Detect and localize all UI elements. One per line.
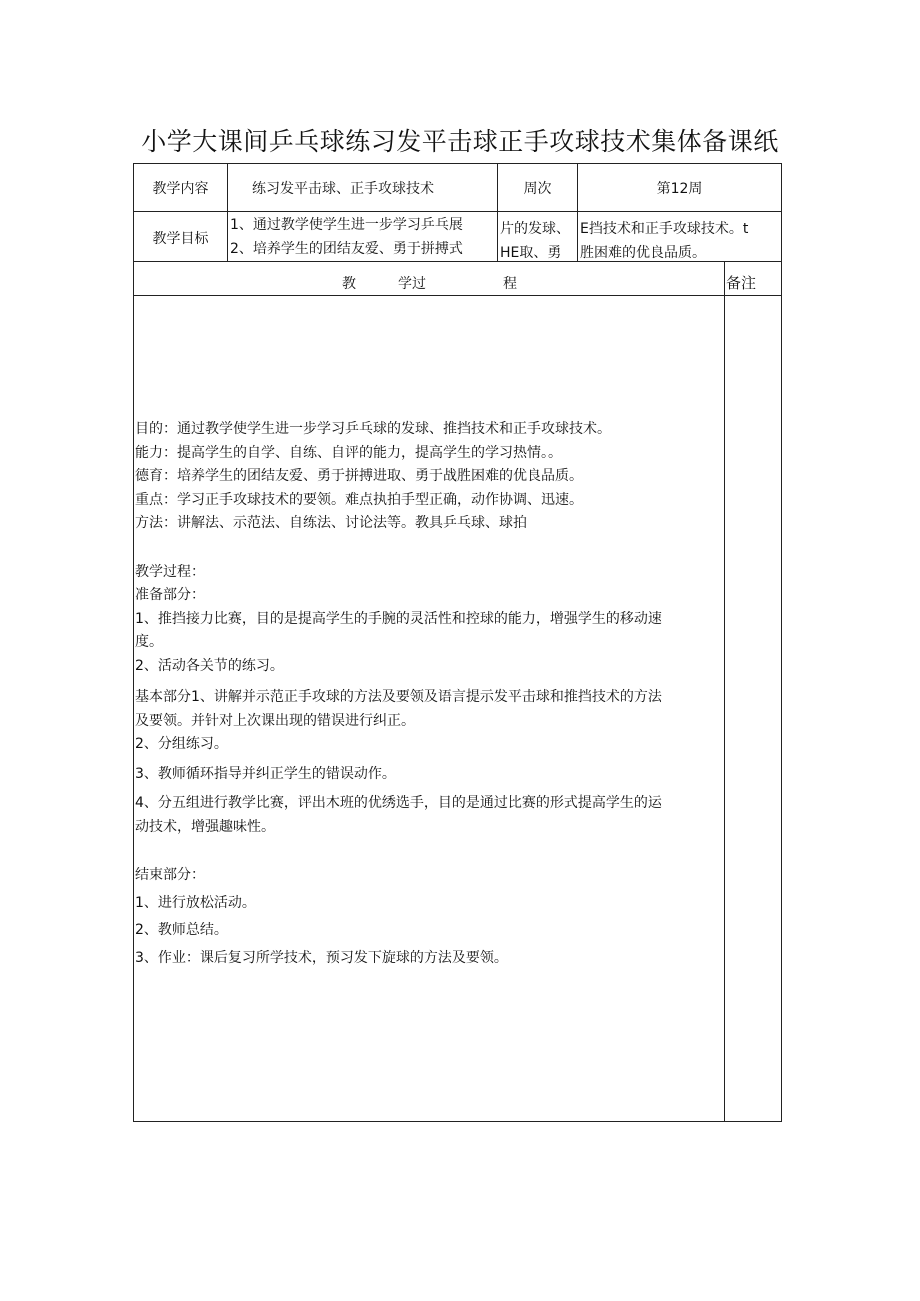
body-line: 教学过程： <box>135 563 205 580</box>
content-label: 教学内容 <box>152 181 209 197</box>
body-line: 德育：培养学生的团结友爱、勇于拼搏进取、勇于战胜困难的优良品质。 <box>135 468 583 484</box>
goals-line: 2、培养学生的团结友爱、勇于拼搏式 <box>230 241 463 257</box>
week-label: 周次 <box>523 181 552 197</box>
goals-line: 1、通过教学使学生进一步学习乒乓展 <box>230 217 463 233</box>
goals-line: E挡技术和正手攻球技术。t <box>580 221 749 237</box>
process-header-char: 教 <box>342 276 356 292</box>
body-line: 准备部分： <box>135 587 205 603</box>
body-line: 结束部分： <box>135 867 205 883</box>
body-line: 基本部分1、讲解并示范正手攻球的方法及要领及语言提示发平击球和推挡技术的方法 <box>135 689 662 705</box>
body-line: 能力：提高学生的自学、自练、自评的能力，提高学生的学习热情。。 <box>135 444 562 461</box>
process-header-char: 程 <box>503 276 517 292</box>
body-line: 目的：通过教学使学生进一步学习乒乓球的发球、推挡技术和正手攻球技术。 <box>135 421 611 437</box>
col-divider <box>724 261 725 1122</box>
body-line: 3、教师循环指导并纠正学生的错误动作。 <box>135 765 396 782</box>
table-border <box>133 163 134 1122</box>
body-line: 4、分五组进行教学比赛，评出木班的优绣选手，目的是通过比赛的形式提高学生的运 <box>135 795 662 811</box>
table-border <box>133 163 782 164</box>
body-line: 2、活动各关节的练习。 <box>135 657 284 674</box>
body-line: 2、教师总结。 <box>135 922 228 938</box>
body-line: 方法：讲解法、示范法、自练法、讨论法等。教具乒乓球、球拍 <box>135 515 527 531</box>
body-line: 1、进行放松活动。 <box>135 894 256 911</box>
table-border <box>133 1121 782 1122</box>
process-header-char: 学过 <box>398 276 426 292</box>
body-line: 1、推挡接力比赛，目的是提高学生的手腕的灵活性和控球的能力，增强学生的移动速 <box>135 610 662 627</box>
goals-line: 胜困难的优良品质。 <box>580 245 706 261</box>
body-line: 重点：学习正手攻球技术的要领。难点执拍手型正确，动作协调、迅速。 <box>135 491 583 508</box>
row-divider <box>133 211 782 212</box>
table-border <box>781 163 782 1122</box>
row-divider <box>133 295 782 296</box>
week-value: 第12周 <box>656 181 703 197</box>
goals-line: 片的发球、 <box>500 221 570 237</box>
body-line: 度。 <box>135 634 163 650</box>
col-divider <box>227 163 228 261</box>
page-title: 小学大课间乒乓球练习发平击球正手攻球技术集体备课纸 <box>141 127 779 156</box>
body-line: 动技术，增强趣味性。 <box>135 818 275 835</box>
goals-label: 教学目标 <box>152 231 209 247</box>
body-line: 2、分组练习。 <box>135 736 228 752</box>
body-line: 3、作业：课后复习所学技术，预习发下旋球的方法及要领。 <box>135 949 508 966</box>
lesson-body <box>135 418 720 970</box>
body-line: 及要领。并针对上次课出现的错误进行纠正。 <box>135 712 415 729</box>
content-value: 练习发平击球、正手攻球技术 <box>252 181 434 197</box>
goals-line: HE取、勇 <box>500 245 562 261</box>
notes-header: 备注 <box>726 274 757 292</box>
